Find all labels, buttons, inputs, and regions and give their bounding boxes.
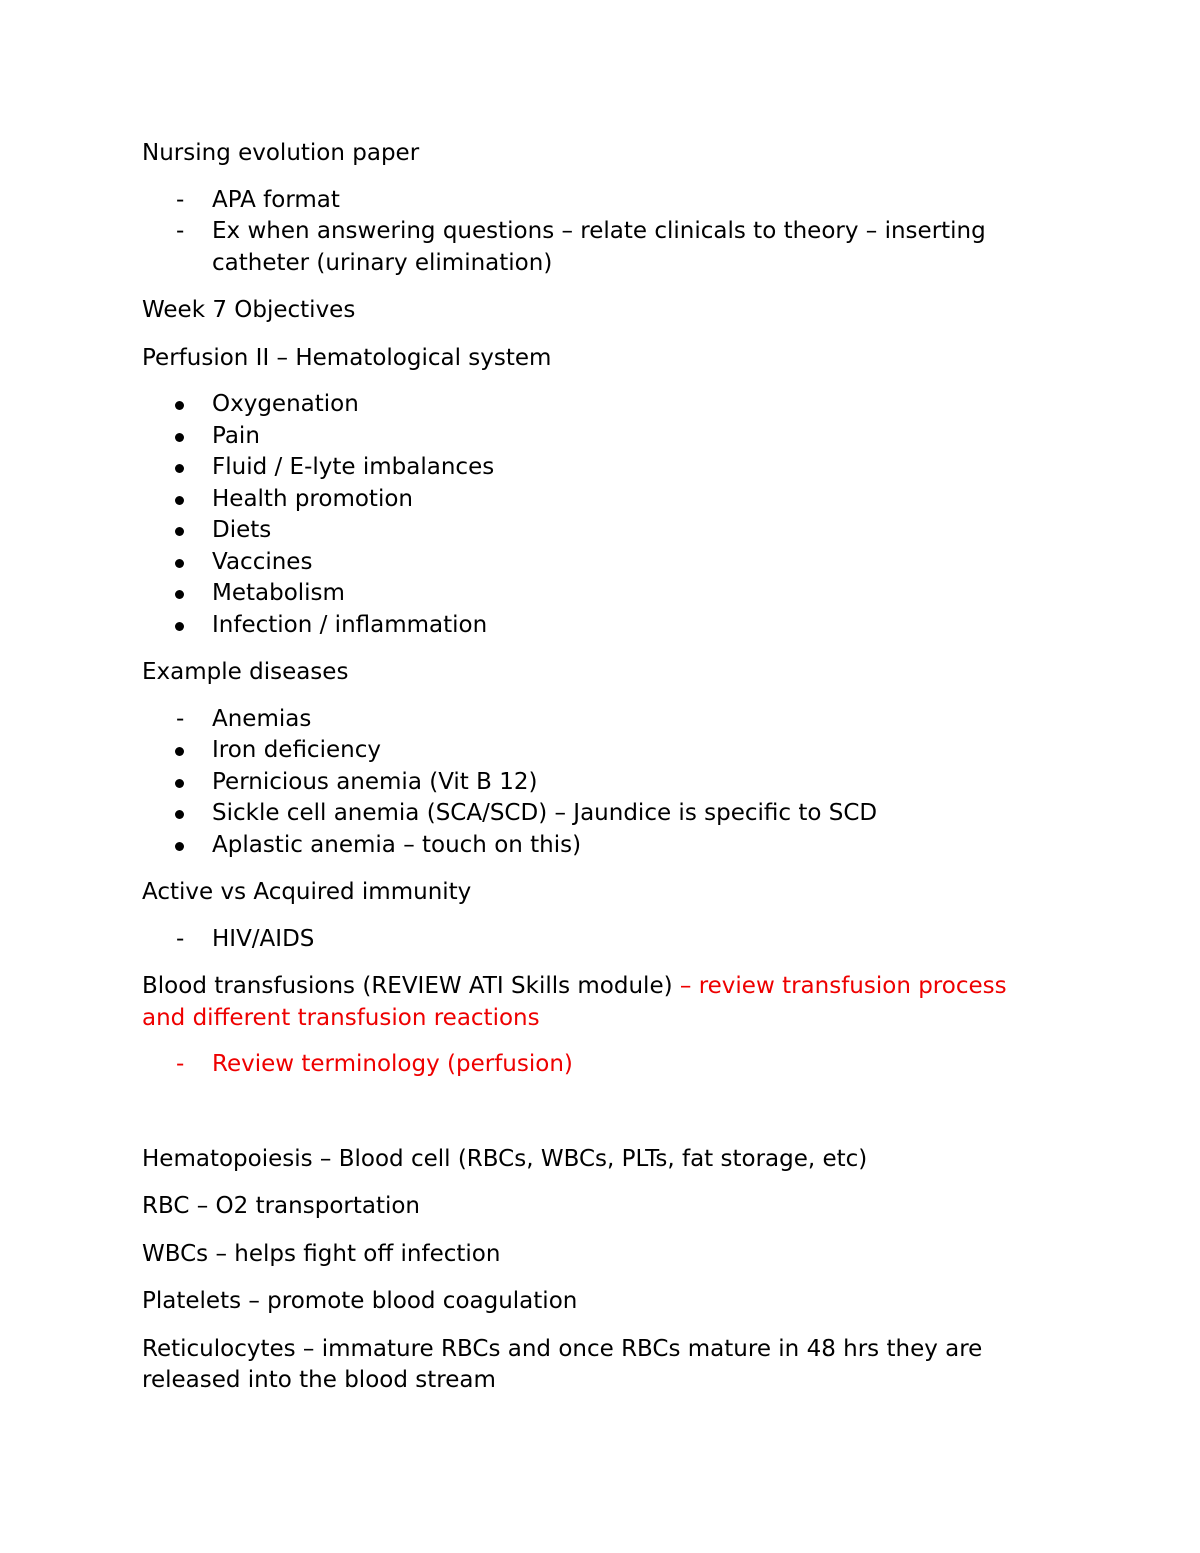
definition-reticulocytes: Reticulocytes – immature RBCs and once RBCs mature in 48 hrs they are released into the blood stream: [142, 1335, 983, 1393]
bullet-icon: [175, 496, 184, 505]
list-item: Vaccines: [142, 547, 1042, 579]
dash-marker: -: [176, 218, 185, 244]
list-item: - Anemias: [142, 704, 1042, 736]
bullet-icon: [175, 433, 184, 442]
list-item: Oxygenation: [142, 389, 1042, 421]
list-item: Sickle cell anemia (SCA/SCD) – Jaundice is specific to SCD: [142, 798, 1042, 830]
list-item: - HIV/AIDS: [142, 924, 1042, 956]
definition-rbc: RBC – O2 transportation: [142, 1193, 421, 1219]
definition-hematopoiesis: Hematopoiesis – Blood cell (RBCs, WBCs, PLTs, fat storage, etc): [142, 1145, 868, 1172]
bullet-icon: [175, 747, 184, 756]
bullet-icon: [175, 527, 184, 536]
bullet-icon: [175, 559, 184, 568]
list-item: - Ex when answering questions – relate clinicals to theory – inserting catheter (urinary elimination): [176, 218, 986, 276]
blank-line: [142, 1097, 1042, 1144]
bullet-icon: [175, 590, 184, 599]
list-item: Aplastic anemia – touch on this): [142, 830, 1042, 862]
dash-marker: -: [176, 1051, 185, 1077]
definition-wbcs: WBCs – helps fight off infection: [142, 1240, 501, 1267]
heading-perfusion: Perfusion II – Hematological system: [142, 344, 552, 371]
list-item: Fluid / E-lyte imbalances: [142, 452, 1042, 484]
bullet-icon: [175, 842, 184, 851]
document-body: [142, 138, 1042, 1413]
list-item: Diets: [142, 515, 1042, 547]
definition-platelets: Platelets – promote blood coagulation: [142, 1288, 578, 1314]
dash-list-nursing: [142, 185, 1042, 280]
bullet-icon: [175, 401, 184, 410]
heading-nursing-evolution: Nursing evolution paper: [142, 140, 420, 166]
bullet-icon: [175, 464, 184, 473]
list-item: Pain: [142, 421, 1042, 453]
dash-list-transfusions: [142, 1049, 1042, 1081]
dash-marker: -: [176, 186, 185, 213]
highlight-text: – review transfusion process and different transfusion reactions: [142, 973, 1007, 1031]
list-item: - Review terminology (perfusion): [142, 1049, 1042, 1081]
heading-example-diseases: Example diseases: [142, 659, 349, 685]
bullet-icon: [175, 779, 184, 788]
list-item: Metabolism: [142, 578, 1042, 610]
list-item: - APA format: [142, 185, 1042, 217]
list-item: Iron deficiency: [142, 735, 1042, 767]
bullet-icon: [175, 810, 184, 819]
dash-list-immunity: [142, 924, 1042, 956]
list-item: Health promotion: [142, 484, 1042, 516]
heading-week7-objectives: Week 7 Objectives: [142, 297, 356, 323]
list-diseases: [142, 704, 1042, 862]
dash-marker: -: [176, 705, 185, 732]
heading-blood-transfusions: Blood transfusions (REVIEW ATI Skills module) – review transfusion process and different transfusion reactions: [142, 973, 1007, 1031]
bullet-icon: [175, 622, 184, 631]
heading-immunity: Active vs Acquired immunity: [142, 879, 472, 905]
list-item: Infection / inflammation: [142, 610, 1042, 642]
list-item: Pernicious anemia (Vit B 12): [142, 767, 1042, 799]
dash-marker: -: [176, 925, 185, 952]
bullet-list-perfusion: [142, 389, 1042, 641]
